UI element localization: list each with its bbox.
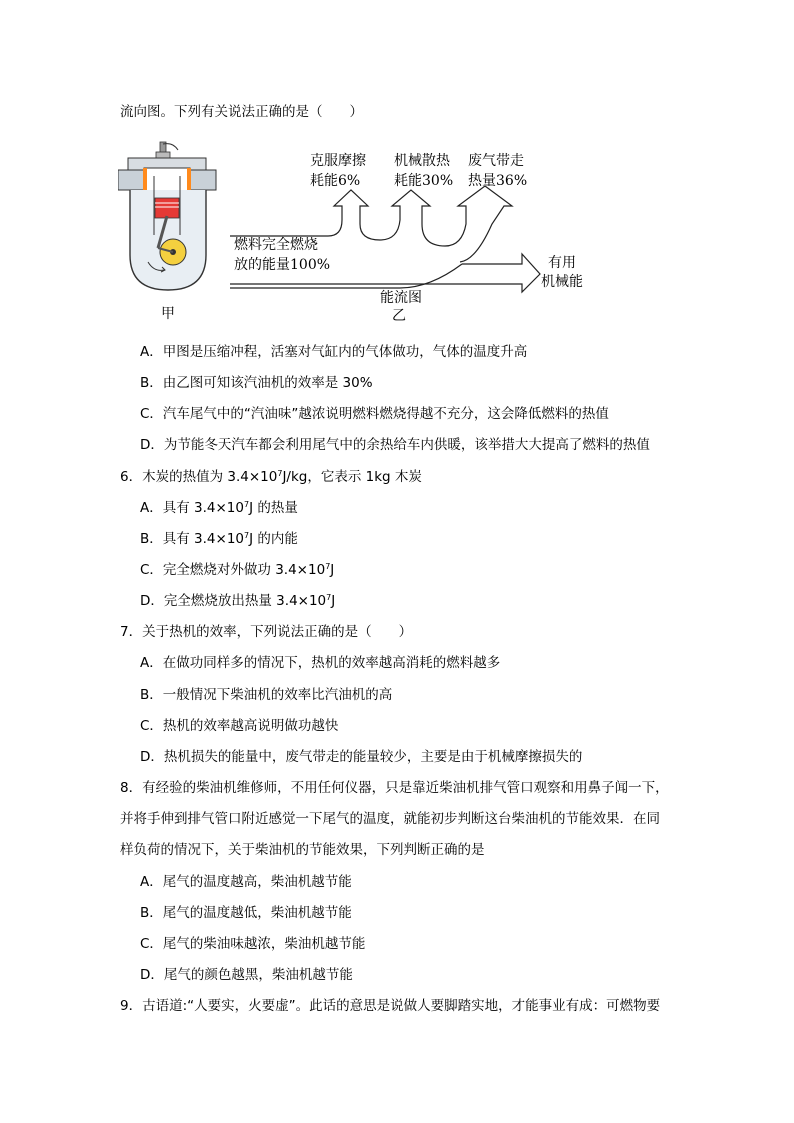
loss-exhaust-line2: 热量36%: [468, 173, 528, 189]
q5-option-c: C．汽车尾气中的“汽油味”越浓说明燃料燃烧得越不充分，这会降低燃料的热值: [140, 406, 609, 422]
loss-exhaust-line1: 废气带走: [468, 153, 524, 169]
q7-stem: 7．关于热机的效率，下列说法正确的是（ ）: [120, 624, 413, 640]
loss-heat-line1: 机械散热: [394, 153, 450, 169]
loss-friction-line1: 克服摩擦: [310, 153, 366, 169]
q8-option-d: D．尾气的颜色越黑，柴油机越节能: [140, 967, 353, 983]
q6-option-b: B．具有 $3.4\times 10^7J$ 的内能: [140, 531, 298, 547]
q5-option-b: B．由乙图可知该汽油机的效率是 30%: [140, 375, 373, 391]
q8-stem-line1: 8．有经验的柴油机维修师，不用任何仪器，只是靠近柴油机排气管口观察和用鼻子闻一下，: [120, 780, 669, 796]
q7-option-d: D．热机损失的能量中，废气带走的能量较少，主要是由于机械摩擦损失的: [140, 749, 583, 765]
loss-friction-line2: 耗能6%: [310, 173, 361, 189]
q7-option-c: C．热机的效率越高说明做功越快: [140, 718, 339, 734]
q6-option-c: C．完全燃烧对外做功 $3.4\times 10^7J$: [140, 562, 335, 578]
q9-stem: 9．古语道:“人要实，火要虚”。此话的意思是说做人要脚踏实地，才能事业有成：可燃物要: [120, 998, 661, 1014]
q7-option-b: B．一般情况下柴油机的效率比汽油机的高: [140, 687, 393, 703]
q6-stem: 6．木炭的热值为 $3.4\times 10^7J/kg$，它表示 1kg 木炭: [120, 469, 422, 485]
useful-line1: 有用: [548, 255, 576, 271]
q8-stem-line2: 并将手伸到排气管口附近感觉一下尾气的温度，就能初步判断这台柴油机的节能效果．在同: [120, 811, 660, 827]
figure-yi-label: 乙: [392, 308, 406, 324]
q6-option-d: D．完全燃烧放出热量 $3.4\times 10^7J$: [140, 593, 336, 609]
q8-option-c: C．尾气的柴油味越浓，柴油机越节能: [140, 936, 366, 952]
question-5-tail: 流向图。下列有关说法正确的是（ ）: [120, 104, 363, 120]
q8-option-a: A．尾气的温度越高，柴油机越节能: [140, 874, 352, 890]
q8-option-b: B．尾气的温度越低，柴油机越节能: [140, 905, 352, 921]
q5-option-a: A．甲图是压缩冲程，活塞对气缸内的气体做功，气体的温度升高: [140, 344, 528, 360]
q8-stem-line3: 样负荷的情况下，关于柴油机的节能效果，下列判断正确的是: [120, 842, 485, 858]
figure-jia-label: 甲: [161, 306, 175, 322]
q6-option-a: A．具有 $3.4\times 10^7J$ 的热量: [140, 500, 298, 516]
q5-option-d: D．为节能冬天汽车都会利用尾气中的余热给车内供暖，该举措大大提高了燃料的热值: [140, 437, 650, 453]
source-line1: 燃料完全燃烧: [234, 237, 318, 253]
engine-diagram: [118, 140, 218, 295]
useful-line2: 机械能: [541, 274, 583, 290]
q7-option-a: A．在做功同样多的情况下，热机的效率越高消耗的燃料越多: [140, 655, 501, 671]
loss-heat-line2: 耗能30%: [394, 173, 454, 189]
flow-title: 能流图: [380, 290, 422, 306]
source-line2: 放的能量100%: [234, 257, 331, 273]
